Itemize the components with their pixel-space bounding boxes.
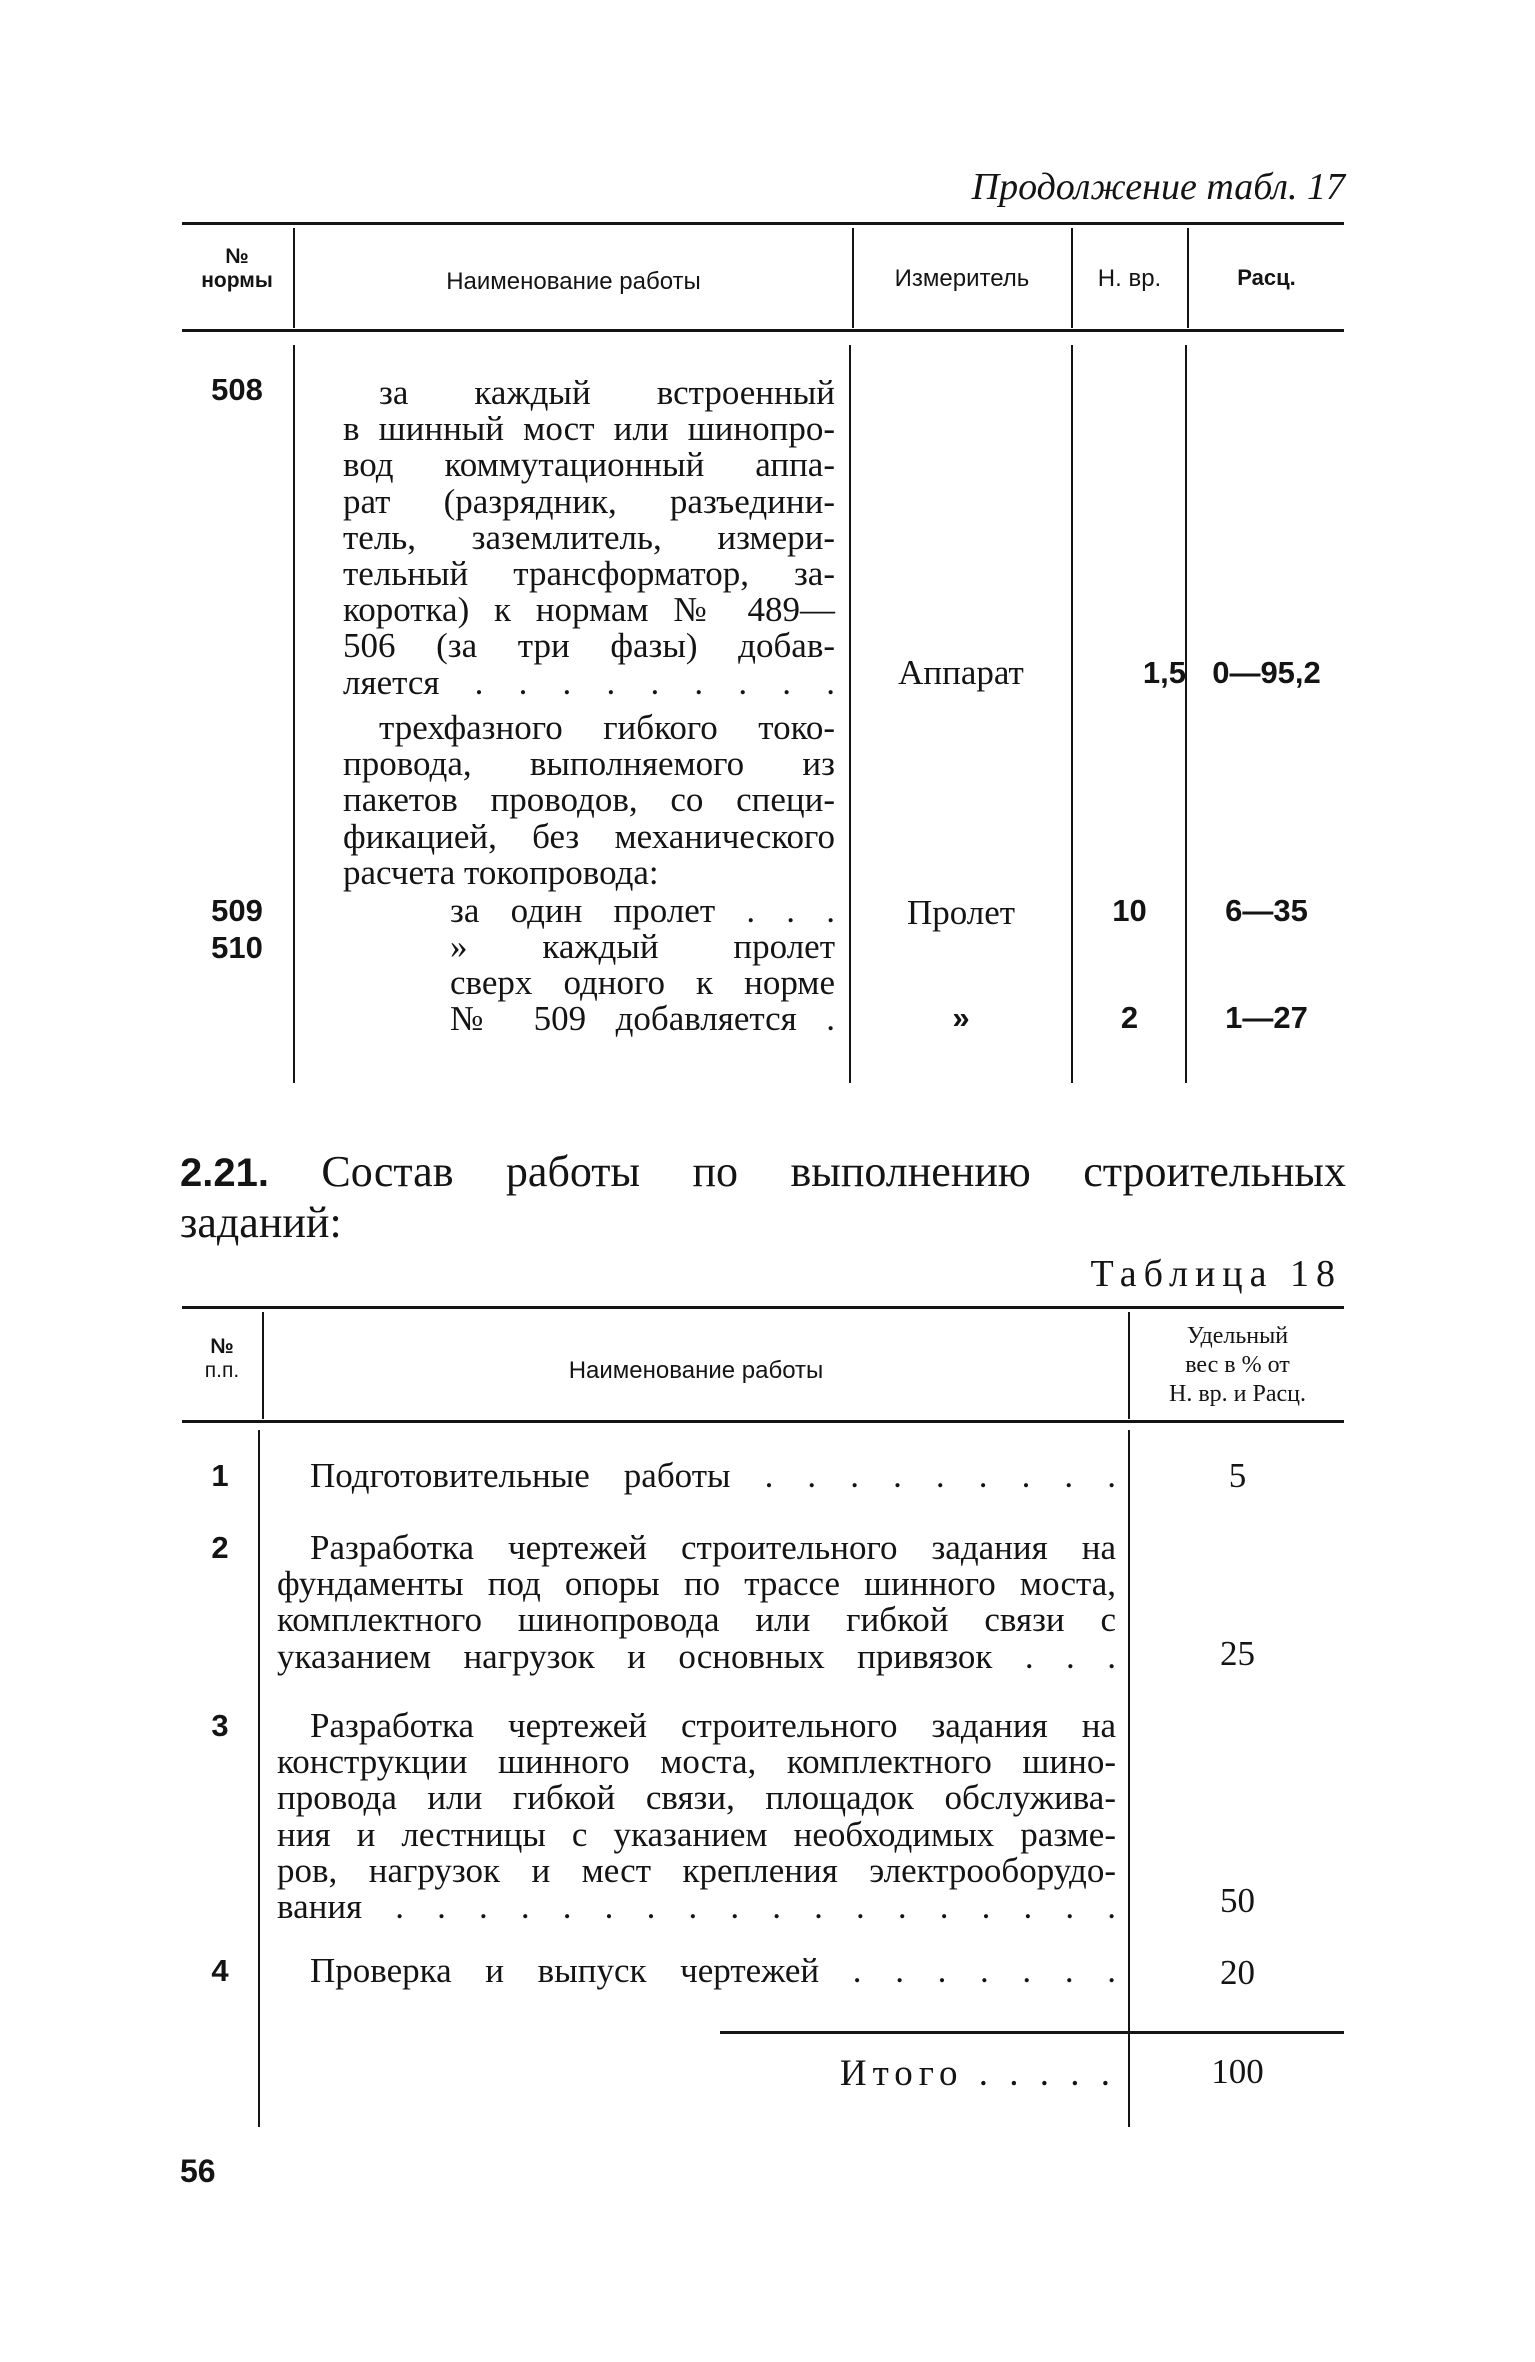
total-rule [720, 2031, 1344, 2034]
work-description: Подготовительные работы . . . . . . . . . [310, 1456, 1116, 1495]
unit-value: » [952, 1000, 970, 1035]
section-title-line-1: Состав работы по выполнению строительных [321, 1147, 1346, 1196]
norm-number: 510 [211, 930, 263, 965]
section-heading [180, 1147, 1346, 1248]
header-work-name: Наименование работы [446, 268, 701, 295]
table-caption: Таблица 18 [1090, 1253, 1342, 1295]
row-number: 1 [211, 1458, 229, 1493]
work-description: трехфазного гибкого токо- провода, выполняемого из пакетов проводов, со специ- фикацией, без механического расчета токопровода: [343, 708, 835, 892]
column-divider [1071, 345, 1073, 1083]
header-unit: Измеритель [894, 265, 1030, 292]
weight-value: 5 [1228, 1456, 1247, 1495]
time-value: 2 [1120, 1000, 1139, 1035]
table-header-rule [182, 1420, 1344, 1423]
section-title-line-2: заданий: [180, 1198, 342, 1247]
rate-value: 6—35 [1225, 893, 1308, 928]
row-number: 3 [211, 1708, 229, 1743]
weight-value: 50 [1220, 1881, 1255, 1920]
section-number: 2.21. [180, 1151, 269, 1195]
column-divider [1185, 345, 1187, 1083]
column-divider [1128, 1430, 1130, 2127]
column-divider [1128, 1312, 1130, 1419]
work-description: Проверка и выпуск чертежей . . . . . . . [310, 1951, 1116, 1990]
work-description: за каждый встроенный в шинный мост или шинопро- вод коммутационный аппа- рат (разрядник, разъедини- тель, заземлитель, измери- тельный трансформатор, за- коротка) к нормам № 489— 506 (за три фазы) добав- ляется . . . . . . . . . [343, 373, 835, 702]
time-value: 1,5 [1142, 655, 1186, 690]
norm-number: 508 [211, 372, 263, 407]
header-time-norm: Н. вр. [1097, 265, 1162, 292]
work-description: » каждый пролет сверх одного к норме № 509 добавляется . [450, 927, 835, 1039]
table-header-rule [182, 329, 1344, 332]
work-description: за один пролет . . . [450, 891, 835, 930]
header-no: № п.п. [204, 1335, 240, 1382]
unit-value: Аппарат [898, 653, 1024, 692]
rate-value: 0—95,2 [1212, 655, 1321, 690]
work-description: Разработка чертежей строительного задания на фундаменты под опоры по трассе шинного моста, комплектного шинопровода или гибкой связи с указанием нагрузок и основных привязок . . . [277, 1528, 1116, 1676]
continuation-caption: Продолжение табл. 17 [971, 166, 1345, 208]
column-divider [262, 1312, 264, 1419]
work-description: Разработка чертежей строительного задания на конструкции шинного моста, комплектного шино- провода или гибкой связи, площадок обслужива- ния и лестницы с указанием необходимых разме- ров, нагрузок и мест крепления электрооборудо- вания . . . . . . . . . . . . . . . . . . [277, 1706, 1116, 1927]
time-value: 10 [1112, 893, 1147, 928]
weight-value: 20 [1220, 1953, 1255, 1992]
table-top-rule [182, 1306, 1344, 1309]
weight-value: 25 [1220, 1634, 1255, 1673]
column-divider [849, 345, 851, 1083]
page-number: 56 [180, 2153, 216, 2189]
header-weight: Удельный вес в % от Н. вр. и Расц. [1168, 1323, 1306, 1407]
header-rate: Расц. [1237, 265, 1296, 290]
row-number: 4 [211, 1953, 229, 1988]
header-norm-no: № нормы [201, 245, 273, 292]
norm-number: 509 [211, 893, 263, 928]
column-divider [293, 345, 295, 1083]
total-value: 100 [1211, 2052, 1264, 2091]
unit-value: Пролет [906, 893, 1016, 932]
table-top-rule [182, 222, 1344, 225]
total-label: Итого . . . . . [839, 2053, 1116, 2094]
row-number: 2 [211, 1530, 229, 1565]
column-divider [258, 1430, 260, 2127]
column-divider [293, 228, 295, 328]
header-work-name: Наименование работы [568, 1357, 824, 1384]
rate-value: 1—27 [1225, 1000, 1308, 1035]
